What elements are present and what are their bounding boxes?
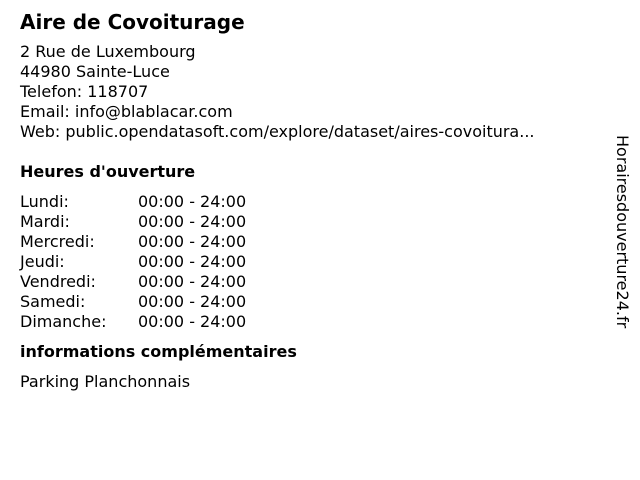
hours-row-monday <box>20 192 600 212</box>
hours-time-value: 00:00 - 24:00 <box>138 192 247 211</box>
hours-row-wednesday <box>20 232 600 252</box>
address-street: 2 Rue de Luxembourg <box>20 42 196 61</box>
hours-time-value: 00:00 - 24:00 <box>138 252 247 271</box>
hours-day-label: Mercredi: <box>20 232 95 251</box>
website-line[interactable]: Web: public.opendatasoft.com/explore/dataset/aires-covoitura... <box>20 122 535 141</box>
opening-hours-table <box>20 192 600 332</box>
site-brand-vertical[interactable]: Horairesdouverture24.fr <box>613 135 632 329</box>
hours-row-thursday <box>20 252 600 272</box>
additional-info-text: Parking Planchonnais <box>20 372 191 391</box>
hours-row-sunday <box>20 312 600 332</box>
hours-day-label: Lundi: <box>20 192 69 211</box>
hours-time-value: 00:00 - 24:00 <box>138 232 247 251</box>
hours-day-label: Jeudi: <box>20 252 65 271</box>
hours-time-value: 00:00 - 24:00 <box>138 272 247 291</box>
hours-row-friday <box>20 272 600 292</box>
phone-line[interactable]: Telefon: 118707 <box>20 82 149 101</box>
hours-time-value: 00:00 - 24:00 <box>138 212 247 231</box>
hours-row-saturday <box>20 292 600 312</box>
place-title: Aire de Covoiturage <box>20 10 245 34</box>
additional-info-heading: informations complémentaires <box>20 342 297 361</box>
place-card <box>20 10 600 392</box>
hours-day-label: Samedi: <box>20 292 86 311</box>
opening-hours-heading: Heures d'ouverture <box>20 162 196 181</box>
hours-day-label: Vendredi: <box>20 272 96 291</box>
hours-row-tuesday <box>20 212 600 232</box>
address-city: 44980 Sainte-Luce <box>20 62 170 81</box>
hours-time-value: 00:00 - 24:00 <box>138 312 247 331</box>
hours-day-label: Dimanche: <box>20 312 107 331</box>
email-line[interactable]: Email: info@blablacar.com <box>20 102 233 121</box>
hours-day-label: Mardi: <box>20 212 70 231</box>
hours-time-value: 00:00 - 24:00 <box>138 292 247 311</box>
